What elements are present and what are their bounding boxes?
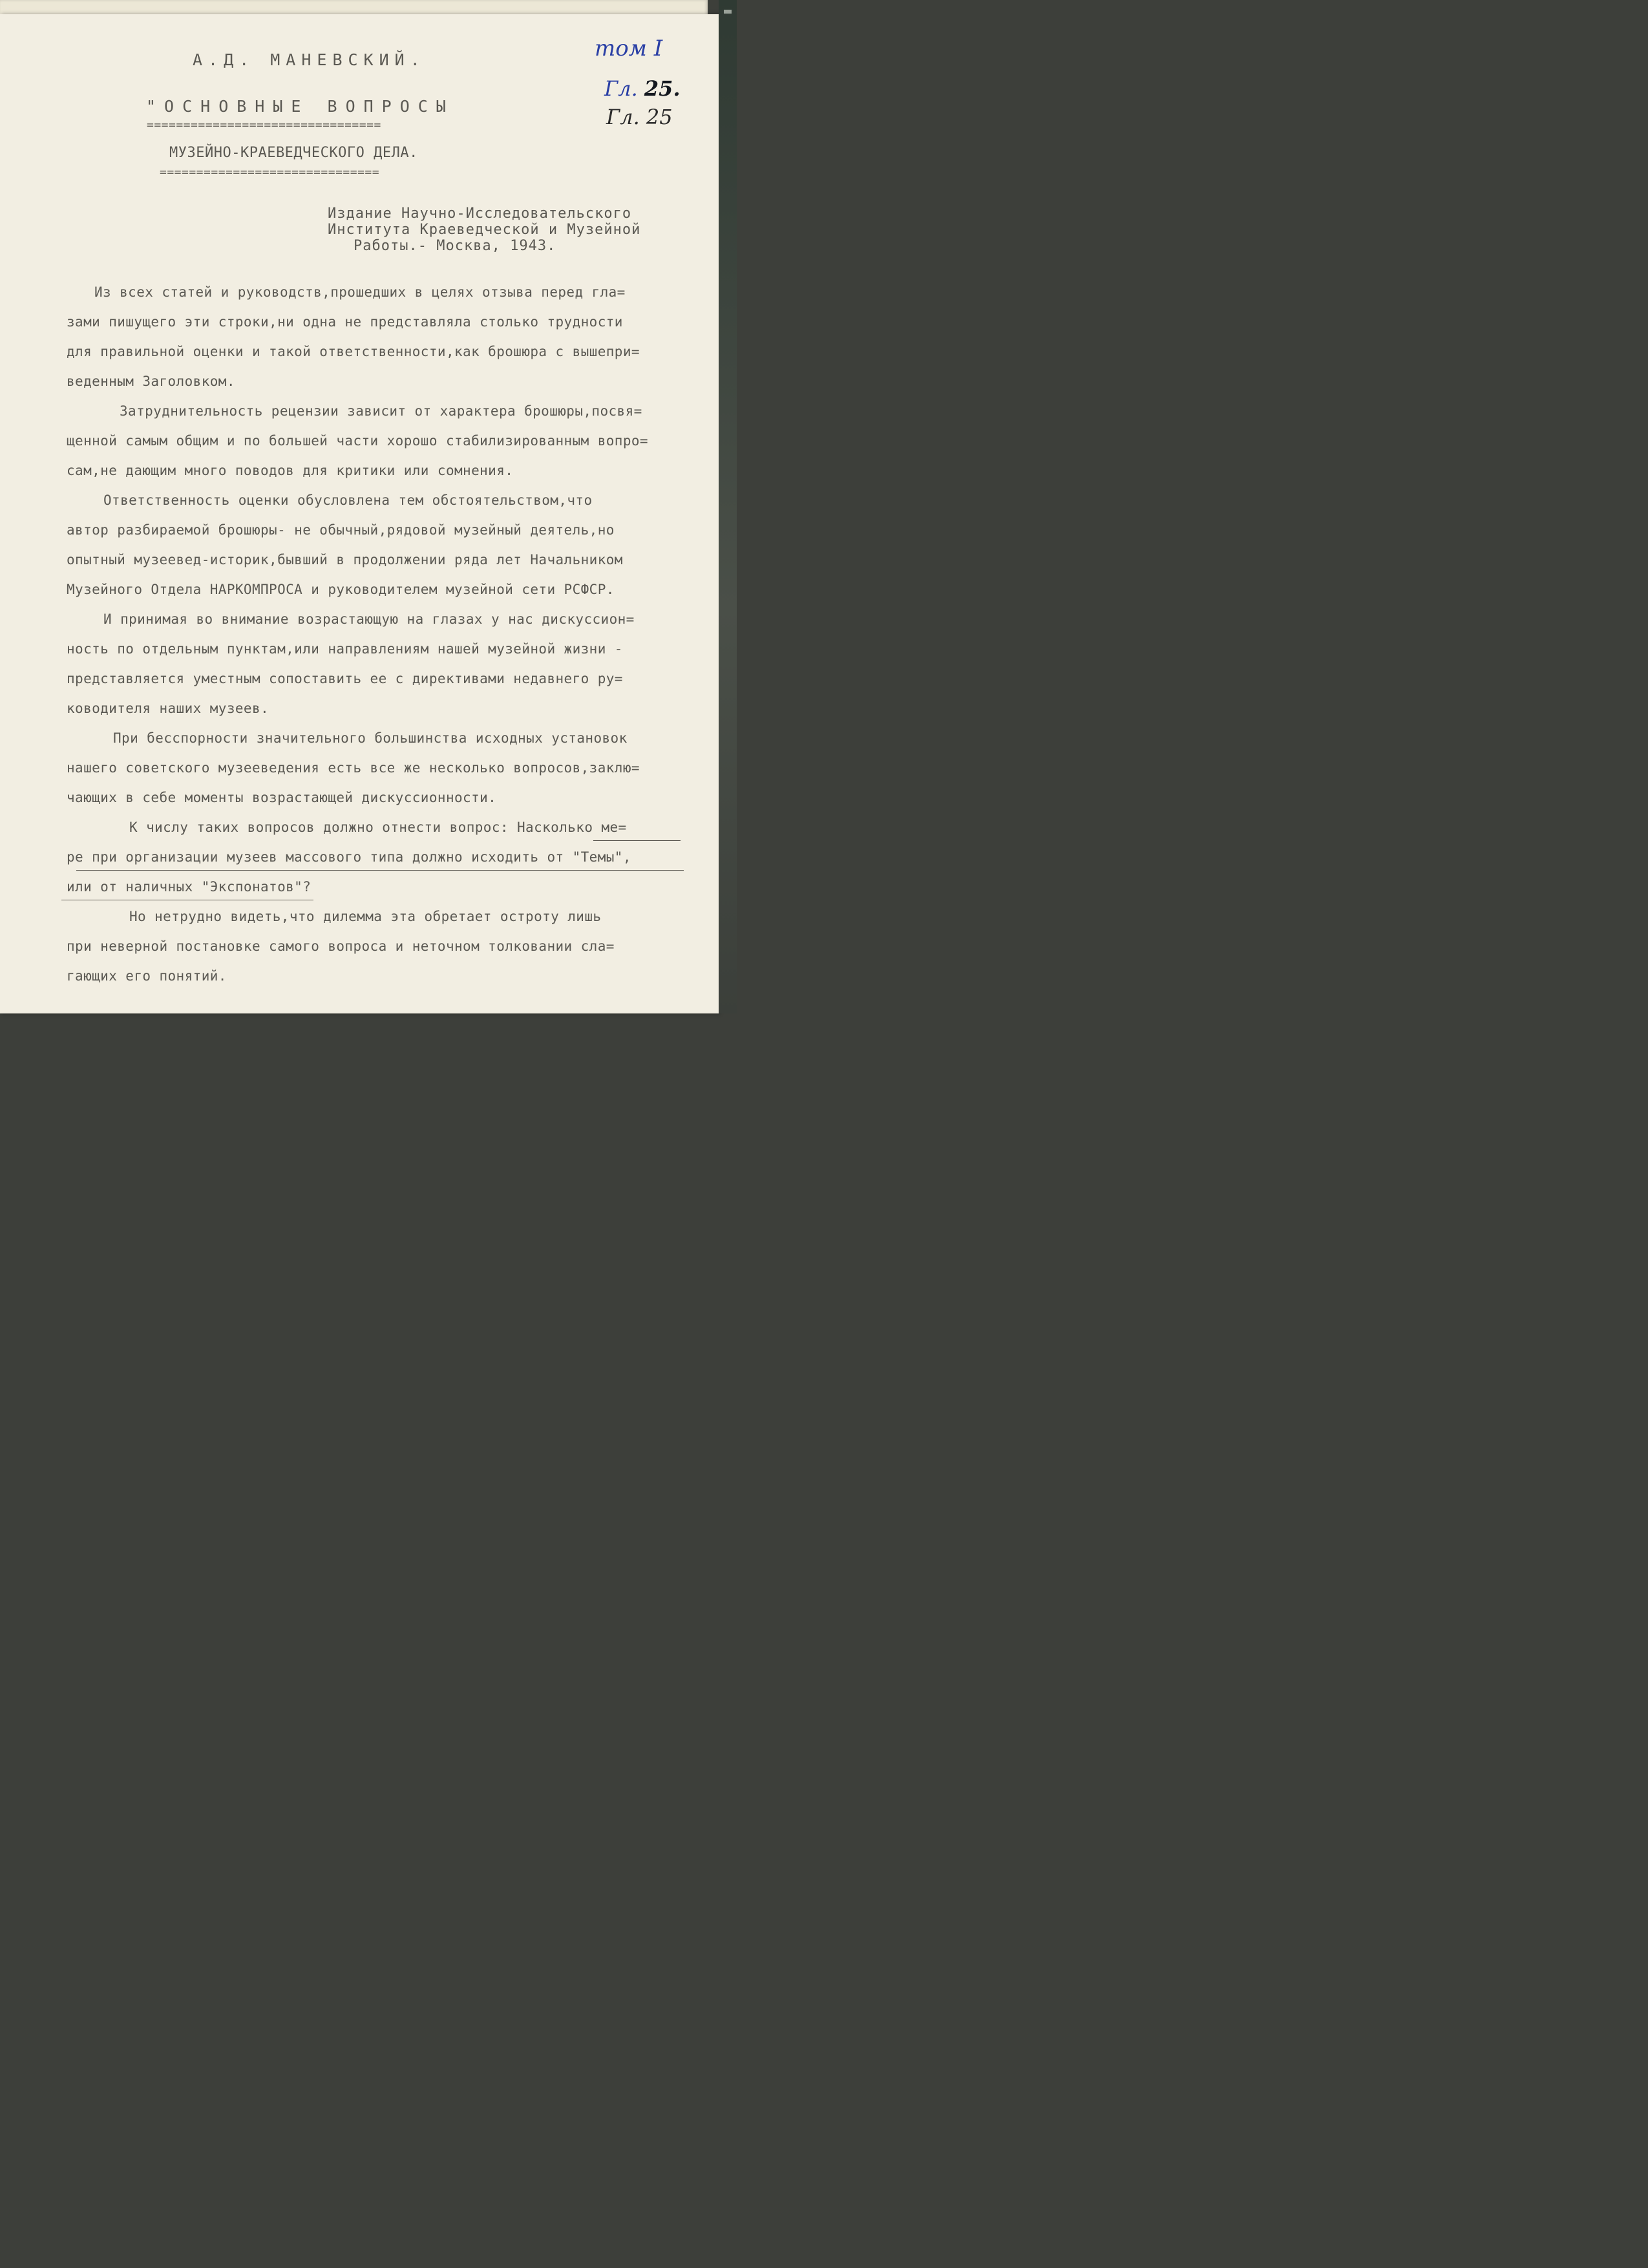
body-line: Но нетрудно видеть,что дилемма эта обретает остроту лишь: [129, 909, 602, 924]
body-line: При бесспорности значительного большинства исходных установок: [113, 730, 628, 746]
body-line: веденным Заголовком.: [67, 374, 235, 389]
body-line: сам,не дающим много поводов для критики или сомнения.: [67, 463, 514, 478]
handwritten-volume-note: том I: [595, 36, 663, 61]
title-line-1: "ОСНОВНЫЕ ВОПРОСЫ: [146, 97, 454, 116]
body-line: нашего советского музееведения есть все же несколько вопросов,заклю=: [67, 760, 640, 776]
title-rule-2: ==============================: [160, 165, 380, 179]
publication-line-1: Издание Научно-Исследовательского: [328, 206, 632, 222]
underline-mark: [593, 840, 681, 841]
chapter-number: 25.: [644, 76, 681, 101]
body-line: щенной самым общим и по большей части хорошо стабилизированным вопро=: [67, 433, 648, 449]
body-line: И принимая во внимание возрастающую на глазах у нас дискуссион=: [103, 611, 635, 627]
body-line: К числу таких вопросов должно отнести вопрос: Насколько ме=: [129, 820, 627, 835]
body-line: зами пишущего эти строки,ни одна не представляла столько трудности: [67, 314, 623, 330]
title-line-2: МУЗЕЙНО-КРАЕВЕДЧЕСКОГО ДЕЛА.: [169, 145, 418, 161]
chapter-prefix: Гл.: [604, 76, 644, 101]
author-line: А.Д. МАНЕВСКИЙ.: [193, 50, 426, 69]
body-line: ность по отдельным пунктам,или направлениям нашей музейной жизни -: [67, 641, 623, 657]
body-line: ре при организации музеев массового типа должно исходить от "Темы",: [67, 849, 631, 865]
handwritten-chapter-note: [604, 76, 681, 101]
body-line: представляется уместным сопоставить ее с директивами недавнего ру=: [67, 671, 623, 686]
body-line: при неверной постановке самого вопроса и неточном толковании сла=: [67, 938, 615, 954]
body-line: Затруднительность рецензии зависит от характера брошюры,посвя=: [120, 403, 642, 419]
body-line: чающих в себе моменты возрастающей дискуссионности.: [67, 790, 497, 805]
body-line: опытный музеевед-историк,бывший в продолжении ряда лет Начальником: [67, 552, 623, 567]
body-line: Ответственность оценки обусловлена тем обстоятельством,что: [103, 493, 593, 508]
scanner-edge: [719, 0, 737, 1013]
handwritten-chapter-repeat: Гл. 25: [606, 105, 673, 129]
body-line: или от наличных "Экспонатов"?: [67, 879, 312, 895]
title-rule-1: ================================: [147, 118, 381, 132]
body-line: гающих его понятий.: [67, 968, 227, 984]
publication-line-2: Института Краеведческой и Музейной: [328, 222, 641, 238]
body-line: ководителя наших музеев.: [67, 701, 269, 716]
underline-mark: [76, 870, 684, 871]
body-line: автор разбираемой брошюры- не обычный,рядовой музейный деятель,но: [67, 522, 615, 538]
body-line: Из всех статей и руководств,прошедших в целях отзыва перед гла=: [94, 284, 626, 300]
edge-mark: [724, 10, 732, 14]
body-line: для правильной оценки и такой ответственности,как брошюра с вышепри=: [67, 344, 640, 359]
body-line: Музейного Отдела НАРКОМПРОСА и руководителем музейной сети РСФСР.: [67, 582, 615, 597]
publication-line-3: Работы.- Москва, 1943.: [354, 238, 556, 254]
